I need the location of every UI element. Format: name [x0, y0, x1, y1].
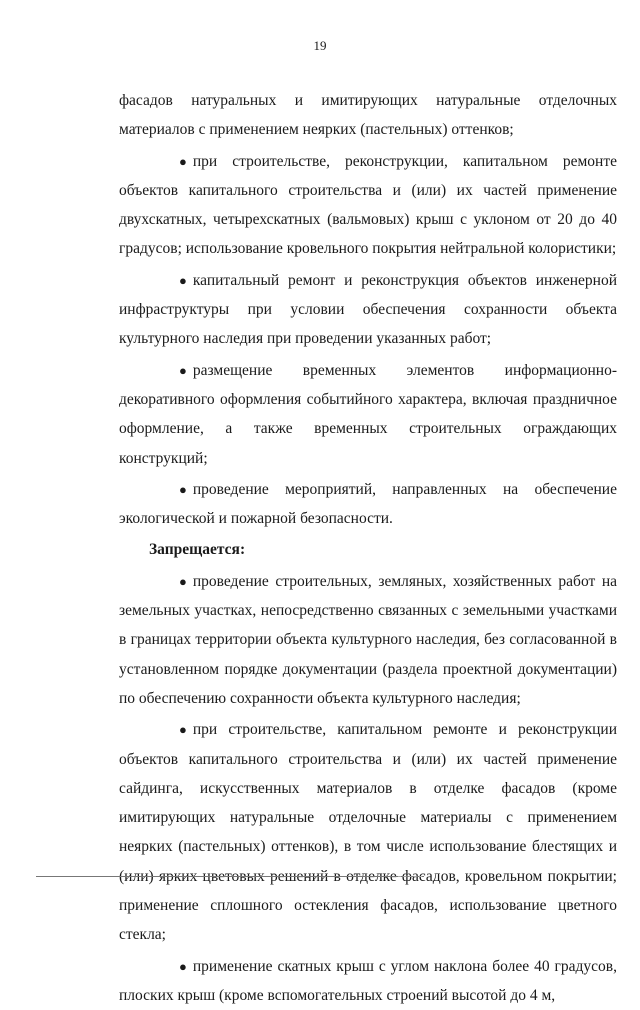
bullet-icon: ●: [179, 362, 187, 378]
list-item: [119, 266, 617, 354]
list-item-text: при строительстве, капитальном ремонте и реконструкции объектов капитального строительства и (или) их частей применение сайдинга, искусственных материалов в отделке фасадов (кроме имитирующих натуральные отделочные материалы с применением неярких (пастельных) оттенков), в том числе использование блестящих и (или) ярких цветовых решений в отделке фасадов, кровельном покрытии; применение сплошного остекления фасадов, использование цветного стекла;: [119, 721, 617, 944]
list-item-text: применение скатных крыш с углом наклона более 40 градусов, плоских крыш (кроме вспомогательных строений высотой до 4 м,: [119, 957, 617, 1004]
list-item-text: проведение мероприятий, направленных на обеспечение экологической и пожарной безопасности.: [119, 480, 617, 528]
page-number: 19: [313, 38, 327, 53]
list-item: [119, 356, 617, 473]
list-item-text: капитальный ремонт и реконструкция объектов инженерной инфраструктуры при условии обеспечения сохранности объекта культурного наследия при проведении указанных работ;: [119, 271, 617, 348]
document-body: [119, 86, 617, 1010]
list-item: [119, 567, 617, 713]
footer-rule-dash: [398, 876, 422, 877]
list-item: [119, 952, 617, 1010]
list-item: [119, 475, 617, 534]
section-heading: Запрещается:: [149, 541, 246, 559]
list-item-text: размещение временных элементов информационно-декоративного оформления событийного характера, включая праздничное оформление, а также временных строительных ограждающих конструкций;: [119, 361, 617, 467]
bullet-icon: ●: [179, 573, 187, 589]
paragraph-text: фасадов натуральных и имитирующих натуральные отделочных материалов с применением неярких (пастельных) оттенков;: [119, 92, 617, 139]
bullet-icon: ●: [179, 722, 187, 738]
paragraph-continuation: [119, 86, 617, 145]
list-item-text: проведение строительных, земляных, хозяйственных работ на земельных участках, непосредственно связанных с земельными участками в границах территории объекта культурного наследия, без согласованной в установленном порядке документации (раздела проектной документации) по обеспечению сохранности объекта культурного наследия;: [119, 572, 617, 707]
bullet-icon: ●: [179, 272, 187, 288]
list-item: [119, 147, 617, 264]
list-item-text: при строительстве, реконструкции, капитальном ремонте объектов капитального строительства и (или) их частей применение двухскатных, четырехскатных (вальмовых) крыш с уклоном от 20 до 40 градусов; использование кровельного покрытия нейтральной колористики;: [119, 152, 617, 258]
bullet-icon: ●: [179, 958, 187, 974]
bullet-icon: ●: [179, 153, 187, 169]
bullet-icon: ●: [179, 481, 187, 497]
list-item: [119, 715, 617, 949]
footer-rule: [36, 876, 424, 877]
